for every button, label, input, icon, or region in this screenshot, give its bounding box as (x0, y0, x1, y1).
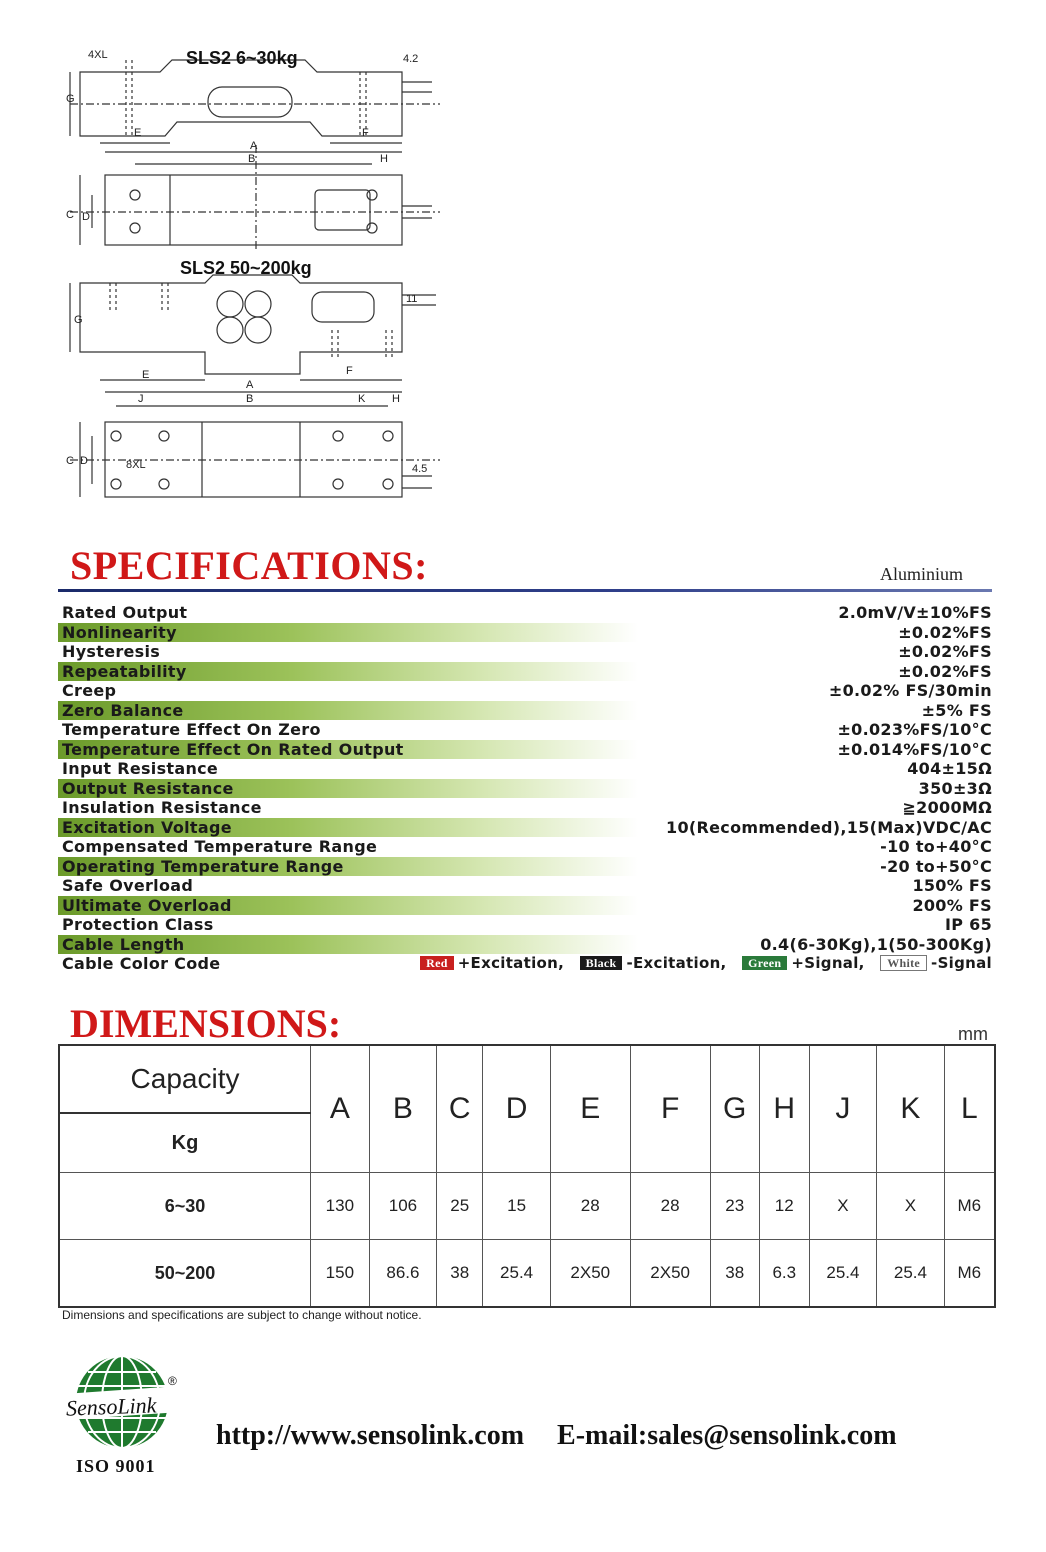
table-row (59, 1173, 995, 1240)
column-header: E (550, 1045, 630, 1173)
spec-row (58, 935, 994, 955)
spec-row (58, 720, 994, 740)
spec-label: Safe Overload (62, 876, 194, 895)
table-cell: 15 (483, 1173, 551, 1240)
spec-row (58, 740, 994, 760)
table-cell: 25 (437, 1173, 483, 1240)
specifications-heading: SPECIFICATIONS: (70, 543, 428, 588)
spec-value: 200% FS (912, 895, 992, 915)
column-header: K (877, 1045, 945, 1173)
spec-label: Temperature Effect On Rated Output (62, 739, 404, 759)
spec-label: Excitation Voltage (62, 817, 232, 837)
dimensions-heading: DIMENSIONS: (70, 1001, 342, 1046)
table-cell: 25.4 (877, 1240, 945, 1308)
spec-value: 404±15Ω (907, 759, 992, 778)
label-d-small: D (82, 211, 90, 223)
drawing-title-large: SLS2 50~200kg (180, 258, 312, 278)
spec-value: ±0.02%FS (898, 661, 992, 681)
label-g-small: G (66, 93, 75, 105)
spec-label: Operating Temperature Range (62, 856, 344, 876)
spec-value: ±5% FS (921, 700, 992, 720)
table-cell: 28 (630, 1173, 710, 1240)
spec-value: IP 65 (944, 915, 992, 934)
table-cell: 38 (710, 1240, 759, 1308)
color-meaning: -Excitation, (626, 954, 727, 972)
spec-row (58, 662, 994, 682)
contact-line (216, 1420, 923, 1452)
spec-row (58, 798, 994, 818)
drawing-title-small: SLS2 6~30kg (186, 48, 298, 68)
table-cell: 25.4 (483, 1240, 551, 1308)
spec-row (58, 681, 994, 701)
column-header: J (809, 1045, 877, 1173)
table-cell: M6 (944, 1173, 995, 1240)
label-c-small: C (66, 209, 74, 221)
spec-row (58, 857, 994, 877)
spec-value: ±0.014%FS/10°C (837, 739, 992, 759)
capacity-cell: 6~30 (59, 1173, 311, 1240)
table-cell: 25.4 (809, 1240, 877, 1308)
sensolink-logo (58, 1352, 198, 1482)
label-c-large: C (66, 455, 74, 467)
spec-value: ≧2000MΩ (902, 798, 992, 817)
label-a-small: A (250, 140, 258, 152)
material-label: Aluminium (880, 564, 964, 584)
disclaimer-note: Dimensions and specifications are subject to change without notice. (62, 1308, 422, 1322)
spec-value: ±0.02%FS (898, 622, 992, 642)
dimensions-unit: mm (958, 1024, 988, 1044)
column-header: F (630, 1045, 710, 1173)
spec-label: Zero Balance (62, 700, 184, 720)
table-cell: X (809, 1173, 877, 1240)
spec-row (58, 603, 994, 623)
spec-row (58, 642, 994, 662)
spec-label: Nonlinearity (62, 622, 177, 642)
table-row (59, 1240, 995, 1308)
logo-text: SensoLink (65, 1392, 157, 1421)
table-cell: M6 (944, 1240, 995, 1308)
spec-label: Repeatability (62, 661, 187, 681)
spec-label: Cable Length (62, 934, 185, 954)
color-meaning: +Signal, (791, 954, 865, 972)
spec-row (58, 896, 994, 916)
label-f-large: F (346, 365, 353, 377)
spec-label: Hysteresis (62, 642, 161, 661)
table-cell: 130 (311, 1173, 370, 1240)
table-cell: 23 (710, 1173, 759, 1240)
spec-label: Output Resistance (62, 778, 234, 798)
table-cell: 106 (369, 1173, 437, 1240)
spec-value: 2.0mV/V±10%FS (838, 603, 992, 622)
table-cell: 12 (759, 1173, 809, 1240)
registered-mark: ® (168, 1374, 177, 1388)
column-header: D (483, 1045, 551, 1173)
label-a-large: A (246, 379, 254, 391)
table-cell: 2X50 (630, 1240, 710, 1308)
specifications-rule (58, 589, 992, 592)
label-g-large: G (74, 314, 83, 326)
spec-value: ±0.023%FS/10°C (837, 720, 992, 739)
label-k-large: K (358, 393, 366, 405)
label-cable-large: 4.5 (412, 463, 428, 475)
table-cell: 28 (550, 1173, 630, 1240)
table-cell: 2X50 (550, 1240, 630, 1308)
column-header: H (759, 1045, 809, 1173)
label-b-small: B (248, 153, 256, 165)
spec-label: Insulation Resistance (62, 798, 262, 817)
table-header-row (59, 1045, 995, 1113)
spec-value: -20 to+50°C (880, 856, 992, 876)
spec-row (58, 701, 994, 721)
dimensions-table (58, 1044, 996, 1308)
spec-row (58, 759, 994, 779)
spec-row (58, 623, 994, 643)
color-meaning: +Excitation, (457, 954, 565, 972)
spec-value: 150% FS (912, 876, 992, 895)
specifications-list (58, 603, 994, 974)
table-cell: 38 (437, 1240, 483, 1308)
spec-row (58, 779, 994, 799)
label-f-small: F (362, 127, 369, 139)
color-meaning: -Signal (931, 954, 992, 972)
color-chip-black: Black (580, 956, 623, 970)
load-cell-drawing (60, 40, 460, 520)
cable-color-row (58, 954, 994, 974)
label-b-large: B (246, 393, 254, 405)
spec-label: Compensated Temperature Range (62, 837, 378, 856)
cable-color-values (420, 954, 992, 973)
spec-label: Creep (62, 681, 117, 700)
spec-row (58, 818, 994, 838)
label-cable-small: 4.2 (403, 53, 419, 65)
label-e-large: E (142, 369, 150, 381)
spec-label: Input Resistance (62, 759, 219, 778)
label-e-small: E (134, 127, 142, 139)
spec-label: Rated Output (62, 603, 188, 622)
capacity-header: Capacity (59, 1045, 311, 1113)
table-cell: 86.6 (369, 1240, 437, 1308)
label-hole-large: 8XL (126, 459, 146, 471)
label-h-small: H (380, 153, 388, 165)
spec-label: Cable Color Code (62, 954, 221, 973)
column-header: B (369, 1045, 437, 1173)
capacity-cell: 50~200 (59, 1240, 311, 1308)
spec-label: Protection Class (62, 915, 214, 934)
spec-value: ±0.02% FS/30min (828, 681, 992, 700)
label-j-large: J (138, 393, 144, 405)
label-d-large: D (80, 455, 88, 467)
column-header: C (437, 1045, 483, 1173)
spec-label: Temperature Effect On Zero (62, 720, 321, 739)
spec-value: 0.4(6-30Kg),1(50-300Kg) (760, 934, 992, 954)
spec-value: -10 to+40°C (880, 837, 992, 856)
table-cell: 150 (311, 1240, 370, 1308)
email-link[interactable]: E-mail:sales@sensolink.com (557, 1420, 897, 1451)
color-chip-red: Red (420, 956, 454, 970)
spec-value: ±0.02%FS (898, 642, 992, 661)
spec-row (58, 876, 994, 896)
column-header: G (710, 1045, 759, 1173)
column-header: A (311, 1045, 370, 1173)
spec-label: Ultimate Overload (62, 895, 232, 915)
spec-value: 10(Recommended),15(Max)VDC/AC (666, 817, 992, 837)
technical-drawings (60, 40, 460, 520)
spec-row (58, 837, 994, 857)
website-link[interactable]: http://www.sensolink.com (216, 1420, 525, 1451)
color-chip-white: White (880, 955, 927, 971)
kg-header: Kg (59, 1113, 311, 1173)
iso-certification: ISO 9001 (76, 1456, 156, 1476)
label-cable-height: 11 (406, 293, 418, 305)
label-hole-small: 4XL (88, 49, 108, 61)
spec-row (58, 915, 994, 935)
color-chip-green: Green (742, 956, 787, 970)
label-h-large: H (392, 393, 400, 405)
table-cell: X (877, 1173, 945, 1240)
column-header: L (944, 1045, 995, 1173)
spec-value: 350±3Ω (918, 778, 992, 798)
table-cell: 6.3 (759, 1240, 809, 1308)
